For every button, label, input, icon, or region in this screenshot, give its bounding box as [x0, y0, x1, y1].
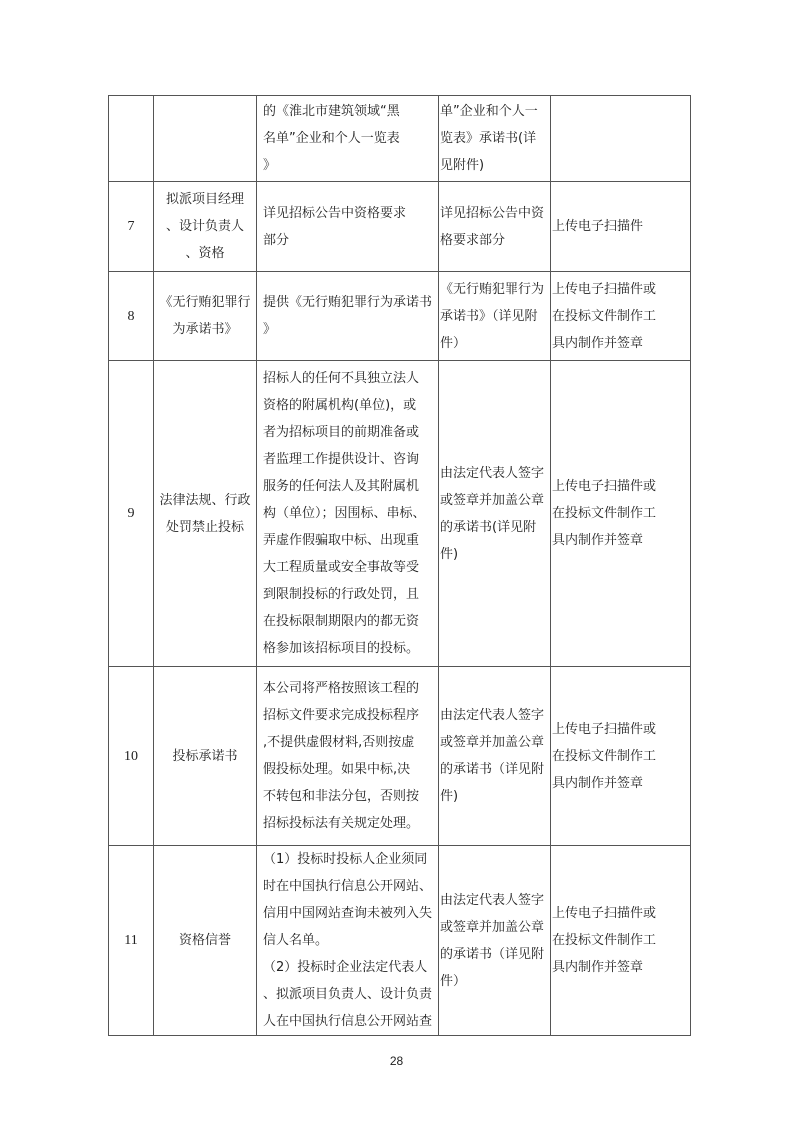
- item-line: 法律法规、行政: [159, 492, 251, 508]
- cell-item: [154, 846, 257, 1036]
- cell-item: [154, 361, 257, 667]
- method-line: 具内制作并签章: [552, 533, 644, 548]
- requirement-line: 详见招标公告中资格要求: [263, 205, 407, 221]
- table-row: [109, 846, 691, 1036]
- method-line: 具内制作并签章: [552, 775, 644, 791]
- method-line: 具内制作并签章: [552, 960, 644, 975]
- row-number: 8: [109, 272, 154, 361]
- requirement-line: 服务的任何法人及其附属机: [263, 479, 420, 494]
- requirement-line: 招标文件要求完成投标程序: [263, 708, 420, 723]
- evidence-line: 件）: [440, 335, 467, 351]
- method-line: 上传电子扫描件或: [552, 281, 657, 297]
- cell-method: [551, 667, 691, 846]
- cell-item: [154, 272, 257, 361]
- requirement-line: 者监理工作提供设计、咨询: [263, 452, 420, 467]
- cell-item: [154, 96, 257, 182]
- cell-requirement: [257, 667, 439, 846]
- evidence-line: 件）: [440, 973, 467, 989]
- cell-evidence: [439, 96, 551, 182]
- requirement-line: 部分: [263, 232, 290, 248]
- method-line: 在投标文件制作工: [552, 933, 657, 948]
- item-line: 、设计负责人: [165, 219, 244, 234]
- table-row: [109, 272, 691, 361]
- row-number: [109, 96, 154, 182]
- requirement-line: 格参加该招标项目的投标。: [263, 641, 420, 656]
- method-line: 上传电子扫描件: [552, 219, 644, 234]
- requirement-line: 资格的附属机构(单位)，或: [263, 398, 417, 413]
- row-number: 11: [109, 846, 154, 1036]
- evidence-line: 《无行贿犯罪行为: [440, 281, 545, 297]
- evidence-line: 由法定代表人签字: [440, 892, 545, 908]
- row-number: 9: [109, 361, 154, 667]
- requirement-line: 本公司将严格按照该工程的: [263, 681, 420, 696]
- evidence-line: 件): [440, 789, 459, 804]
- cell-evidence: [439, 361, 551, 667]
- requirement-line: 到限制投标的行政处罚，且: [263, 587, 420, 602]
- row-number: 7: [109, 182, 154, 272]
- requirement-line: 弄虚作假骗取中标、出现重: [263, 533, 420, 548]
- item-line: 处罚禁止投标: [165, 519, 244, 535]
- evidence-line: 或签章并加盖公章: [440, 492, 545, 508]
- evidence-line: 见附件): [440, 158, 485, 173]
- evidence-line: 由法定代表人签字: [440, 708, 545, 723]
- item-line: 《无行贿犯罪行: [159, 295, 251, 310]
- requirement-line: 人在中国执行信息公开网站查: [263, 1014, 433, 1029]
- table-row: [109, 667, 691, 846]
- evidence-line: 的承诺书（详见附: [440, 946, 545, 962]
- cell-requirement: [257, 182, 439, 272]
- evidence-line: 或签章并加盖公章: [440, 919, 545, 935]
- item-line: 投标承诺书: [172, 748, 238, 764]
- requirement-line: 招标投标法有关规定处理。: [263, 816, 420, 831]
- table-row: [109, 361, 691, 667]
- item-line: 资格信誉: [178, 933, 231, 948]
- cell-method: [551, 182, 691, 272]
- qualification-table: [108, 95, 691, 1036]
- requirement-line: ,不提供虚假材料,否则按虚: [263, 735, 415, 750]
- requirement-line: 提供《无行贿犯罪行为承诺书: [263, 295, 433, 310]
- requirement-line: 时在中国执行信息公开网站、: [263, 879, 433, 894]
- requirement-line: 的《淮北市建筑领域“黑: [263, 104, 400, 119]
- requirement-line: 信人名单。: [263, 933, 329, 948]
- row-number: 10: [109, 667, 154, 846]
- item-line: 拟派项目经理: [165, 192, 244, 207]
- requirement-line: 大工程质量或安全事故等受: [263, 560, 420, 575]
- method-line: 上传电子扫描件或: [552, 906, 657, 921]
- evidence-line: 由法定代表人签字: [440, 465, 545, 481]
- requirement-line: 》: [263, 322, 277, 337]
- table-row: [109, 182, 691, 272]
- requirement-line: （2）投标时企业法定代表人: [263, 960, 428, 975]
- requirement-line: 假投标处理。如果中标,决: [263, 762, 411, 777]
- method-line: 上传电子扫描件或: [552, 479, 657, 494]
- cell-item: [154, 182, 257, 272]
- cell-evidence: [439, 272, 551, 361]
- requirement-line: （1）投标时投标人企业须同: [263, 852, 428, 867]
- page-number: 28: [389, 1054, 404, 1068]
- evidence-line: 详见招标公告中资: [440, 205, 545, 221]
- cell-method: [551, 846, 691, 1036]
- requirement-line: 招标人的任何不具独立法人: [263, 371, 420, 386]
- evidence-line: 的承诺书(详见附: [440, 519, 537, 535]
- cell-method: [551, 272, 691, 361]
- requirement-line: 》: [263, 158, 277, 173]
- cell-requirement: [257, 846, 439, 1036]
- cell-method: [551, 96, 691, 182]
- requirement-line: 名单”企业和个人一览表: [263, 131, 400, 146]
- requirement-line: 者为招标项目的前期准备或: [263, 425, 420, 440]
- requirement-line: 、拟派项目负责人、设计负责: [263, 987, 433, 1002]
- item-line: 为承诺书》: [172, 322, 238, 337]
- requirement-line: 不转包和非法分包，否则按: [263, 789, 420, 804]
- requirement-line: 在投标限制期限内的都无资: [263, 614, 420, 629]
- evidence-line: 件): [440, 546, 459, 562]
- evidence-line: 的承诺书（详见附: [440, 762, 545, 777]
- method-line: 具内制作并签章: [552, 335, 644, 351]
- item-line: 、资格: [185, 246, 225, 261]
- cell-evidence: [439, 182, 551, 272]
- evidence-line: 览表》承诺书(详: [440, 131, 537, 146]
- cell-requirement: [257, 361, 439, 667]
- method-line: 上传电子扫描件或: [552, 721, 657, 737]
- cell-requirement: [257, 272, 439, 361]
- evidence-line: 承诺书》（详见附: [440, 308, 538, 324]
- method-line: 在投标文件制作工: [552, 308, 657, 324]
- cell-evidence: [439, 846, 551, 1036]
- requirement-line: 构（单位）；因围标、串标、: [263, 506, 426, 521]
- cell-requirement: [257, 96, 439, 182]
- method-line: 在投标文件制作工: [552, 748, 657, 764]
- requirement-line: 信用中国网站查询未被列入失: [263, 906, 433, 921]
- evidence-line: 单”企业和个人一: [440, 104, 538, 119]
- cell-item: [154, 667, 257, 846]
- evidence-line: 格要求部分: [440, 232, 506, 248]
- method-line: 在投标文件制作工: [552, 506, 657, 521]
- cell-evidence: [439, 667, 551, 846]
- cell-method: [551, 361, 691, 667]
- evidence-line: 或签章并加盖公章: [440, 735, 545, 750]
- table-row: [109, 96, 691, 182]
